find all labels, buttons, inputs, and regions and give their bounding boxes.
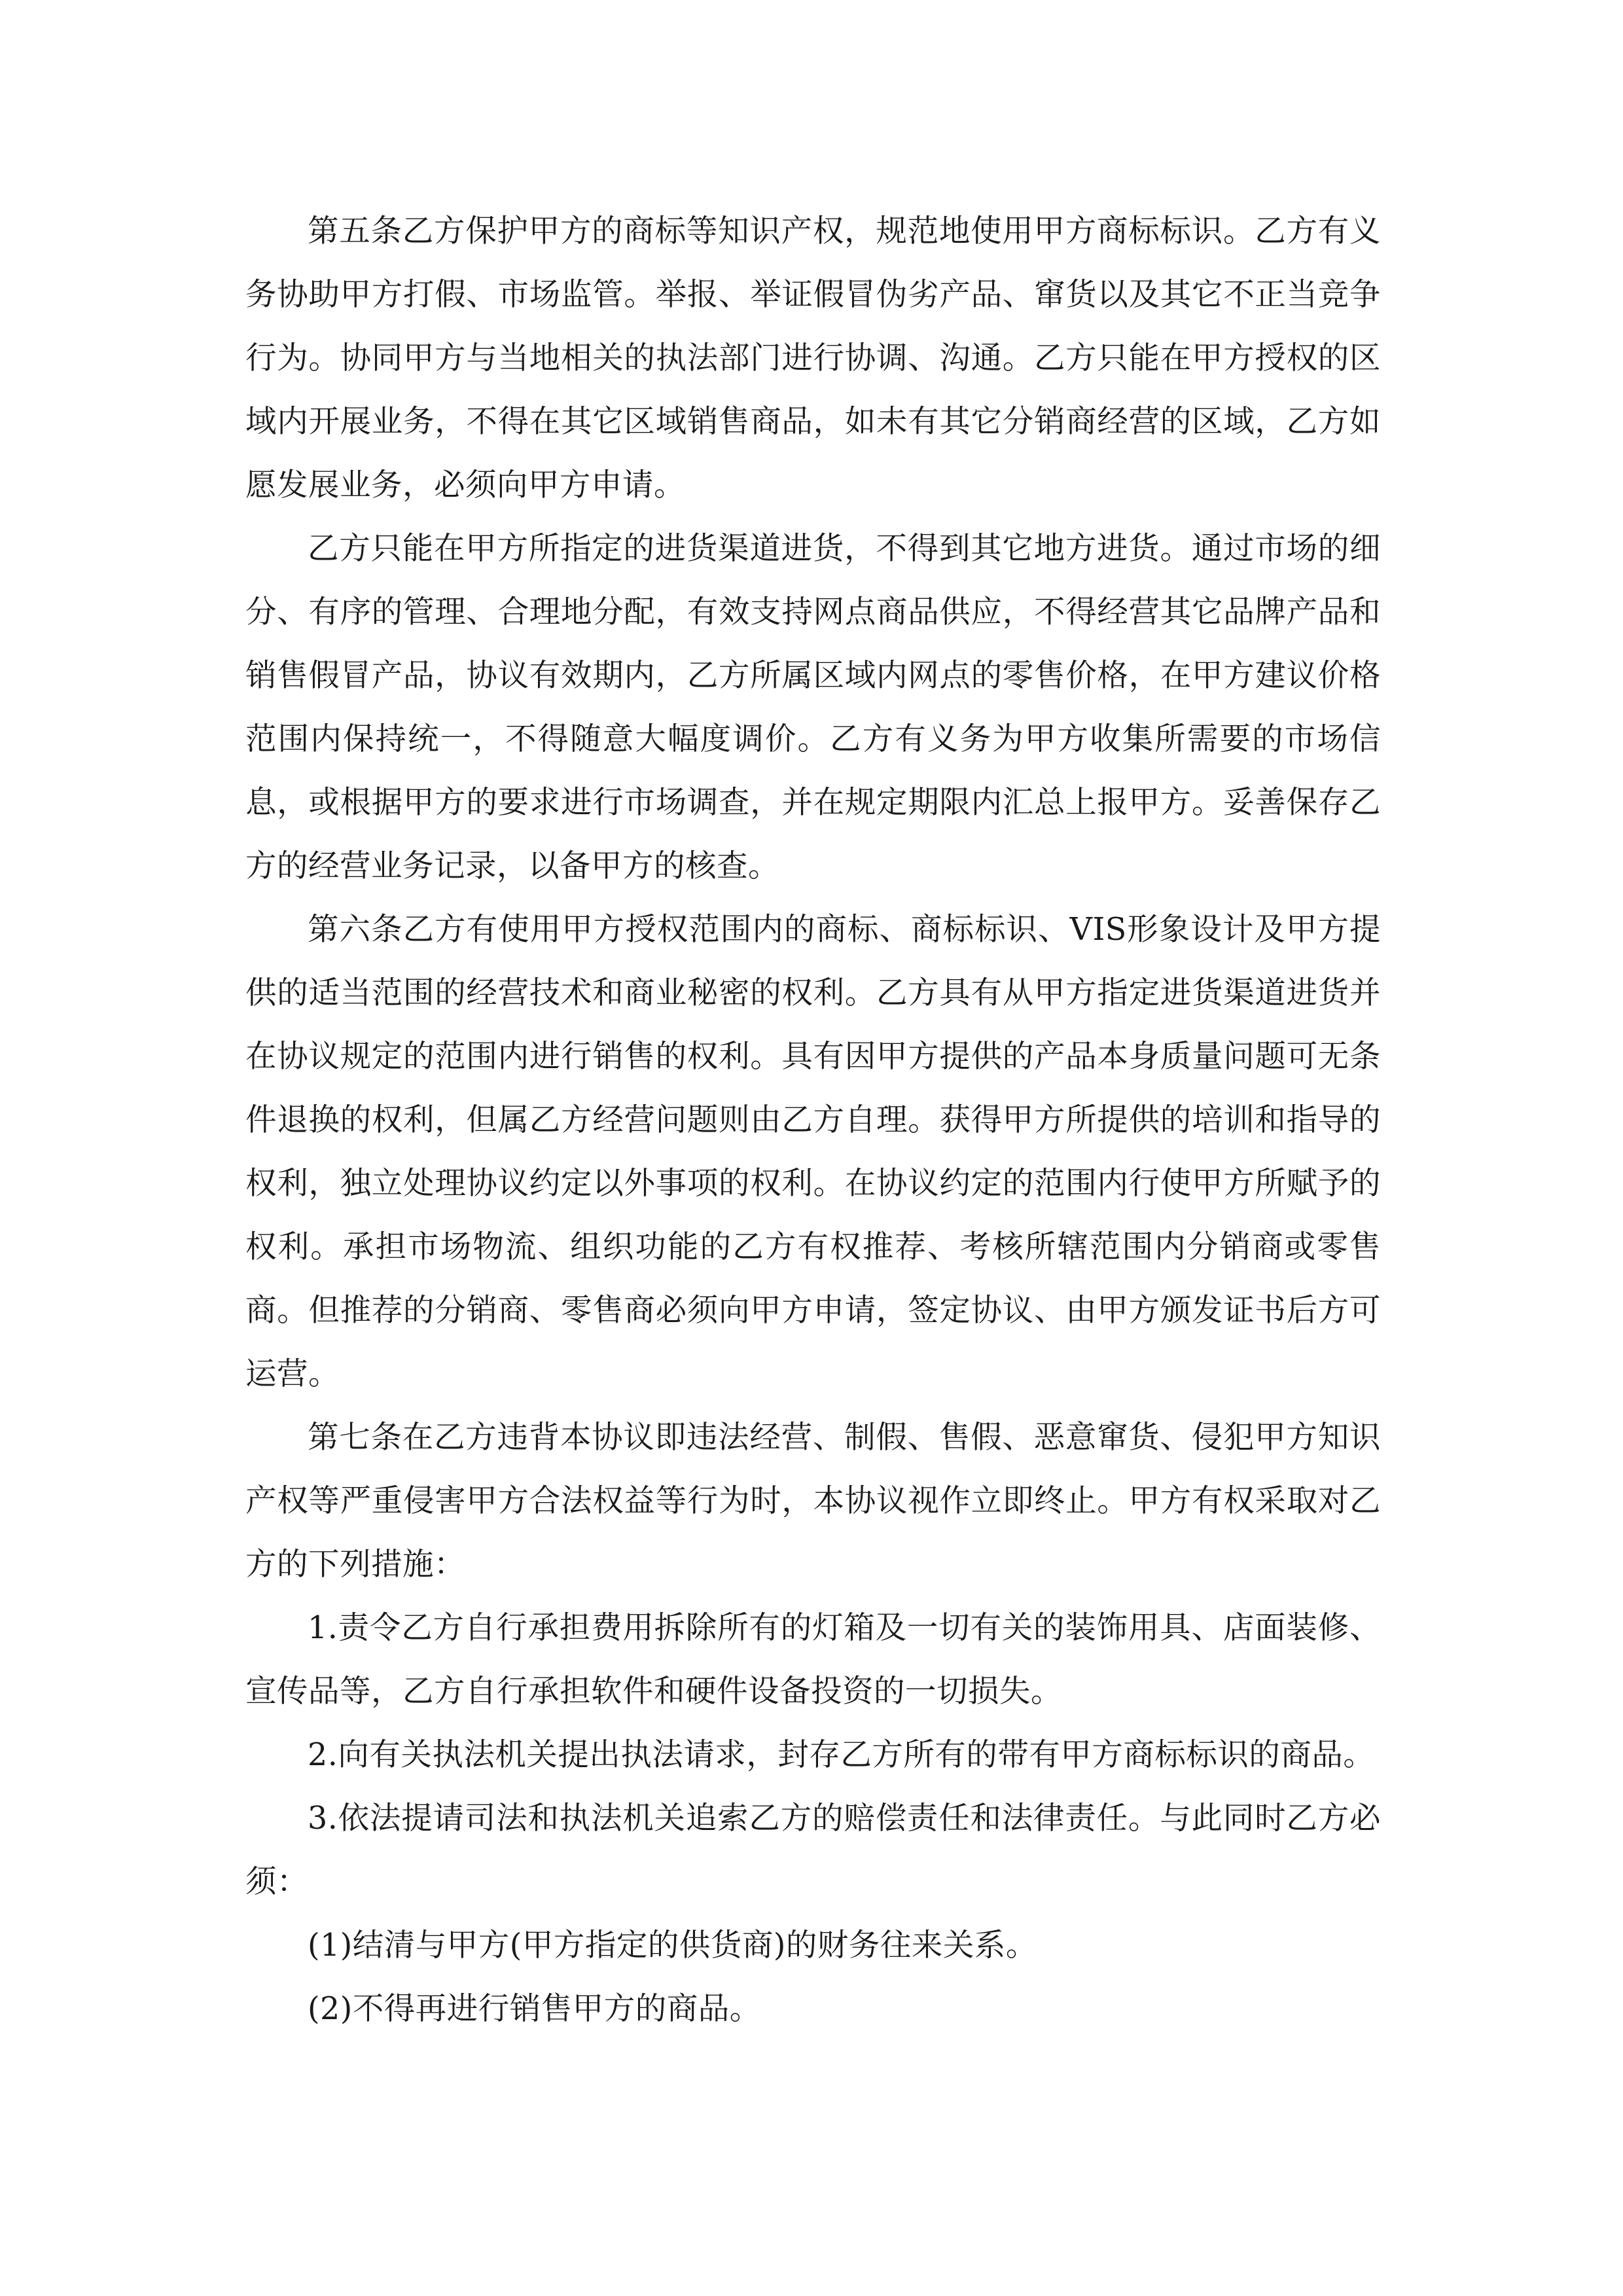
paragraph-article-6: 第六条乙方有使用甲方授权范围内的商标、商标标识、VIS形象设计及甲方提供的适当范围的经营技术和商业秘密的权利。乙方具有从甲方指定进货渠道进货并在协议规定的范围内进行销售的权利。具有因甲方提供的产品本身质量问题可无条件退换的权利，但属乙方经营问题则由乙方自理。获得甲方所提供的培训和指导的权利，独立处理协议约定以外事项的权利。在协议约定的范围内行使甲方所赋予的权利。承担市场物流、组织功能的乙方有权推荐、考核所辖范围内分销商或零售商。但推荐的分销商、零售商必须向甲方申请，签定协议、由甲方颁发证书后方可运营。	[245, 912, 1381, 1392]
paragraph-article-5: 第五条乙方保护甲方的商标等知识产权，规范地使用甲方商标标识。乙方有义务协助甲方打假、市场监管。举报、举证假冒伪劣产品、窜货以及其它不正当竞争行为。协同甲方与当地相关的执法部门进行协调、沟通。乙方只能在甲方授权的区域内开展业务，不得在其它区域销售商品，如未有其它分销商经营的区域，乙方如愿发展业务，必须向甲方申请。	[245, 213, 1381, 503]
paragraph-measure-2: 2.向有关执法机关提出执法请求，封存乙方所有的带有甲方商标标识的商品。	[308, 1737, 1375, 1773]
paragraph-article-7: 第七条在乙方违背本协议即违法经营、制假、售假、恶意窜货、侵犯甲方知识产权等严重侵害甲方合法权益等行为时，本协议视作立即终止。甲方有权采取对乙方的下列措施：	[245, 1420, 1381, 1583]
paragraph-item-1: (1)结清与甲方(甲方指定的供货商)的财务往来关系。	[308, 1928, 1037, 1964]
document-body	[245, 200, 1381, 2041]
paragraph-measure-1: 1.责令乙方自行承担费用拆除所有的灯箱及一切有关的装饰用具、店面装修、宣传品等，乙方自行承担软件和硬件设备投资的一切损失。	[245, 1610, 1381, 1710]
paragraph-purchase-channel: 乙方只能在甲方所指定的进货渠道进货，不得到其它地方进货。通过市场的细分、有序的管理、合理地分配，有效支持网点商品供应，不得经营其它品牌产品和销售假冒产品，协议有效期内，乙方所属区域内网点的零售价格，在甲方建议价格范围内保持统一，不得随意大幅度调价。乙方有义务为甲方收集所需要的市场信息，或根据甲方的要求进行市场调查，并在规定期限内汇总上报甲方。妥善保存乙方的经营业务记录，以备甲方的核查。	[245, 531, 1381, 884]
paragraph-item-2: (2)不得再进行销售甲方的商品。	[308, 1991, 761, 2027]
paragraph-measure-3: 3.依法提请司法和执法机关追索乙方的赔偿责任和法律责任。与此同时乙方必须：	[245, 1801, 1381, 1900]
